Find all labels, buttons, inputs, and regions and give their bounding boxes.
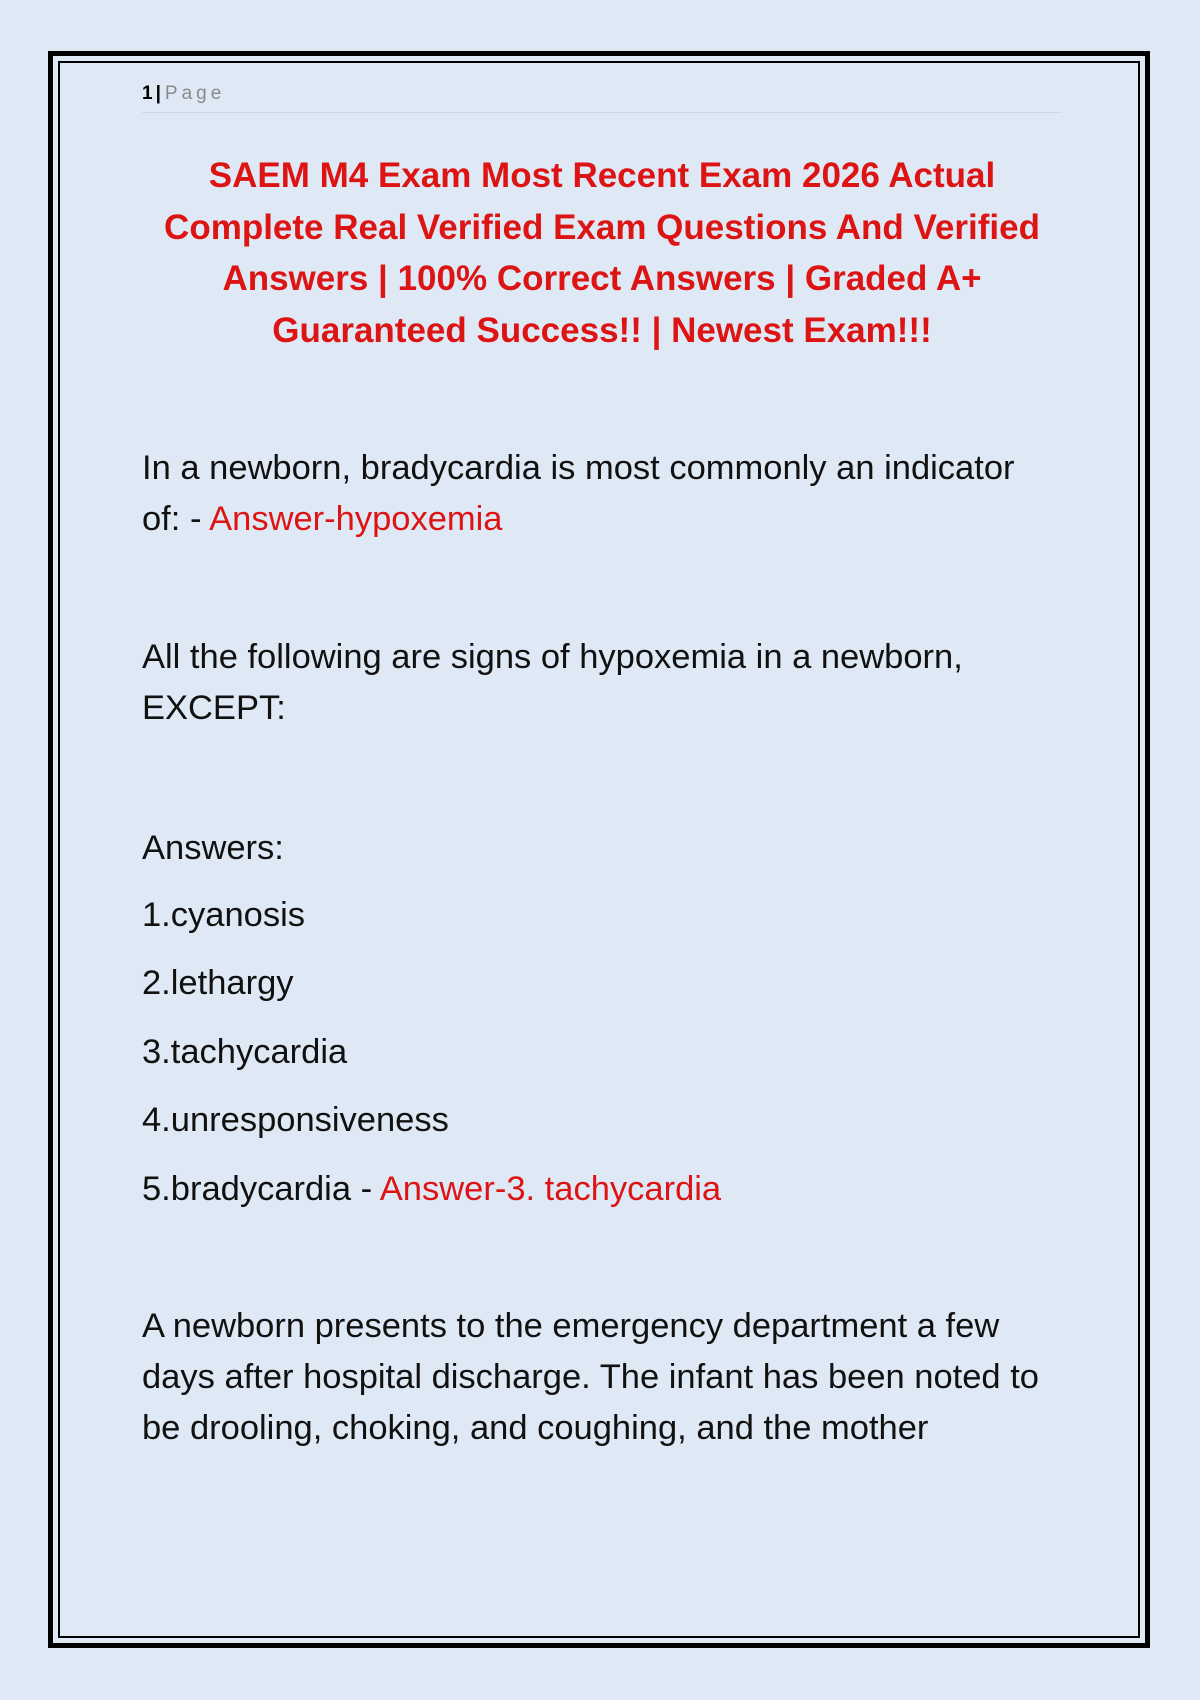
page-label: Page xyxy=(164,83,226,104)
page-separator: | xyxy=(155,83,161,104)
question-1 xyxy=(142,443,1072,545)
option-item: 3.tachycardia xyxy=(142,1033,348,1071)
question-text: be drooling, choking, and coughing, and the mother xyxy=(142,1409,929,1447)
title-line: Complete Real Verified Exam Questions And Verified xyxy=(164,207,1040,247)
answers-label: Answers: xyxy=(142,829,284,867)
option-item: 4.unresponsiveness xyxy=(142,1101,449,1139)
option-item-with-answer xyxy=(142,1164,721,1215)
page-header xyxy=(142,80,1062,113)
document-title xyxy=(142,150,1062,356)
page-number: 1 xyxy=(142,83,153,104)
question-2 xyxy=(142,632,1072,734)
question-text: of: - xyxy=(142,500,210,538)
option-text: 5.bradycardia - xyxy=(142,1170,380,1208)
title-line: Guaranteed Success!! | Newest Exam!!! xyxy=(272,310,932,350)
option-item: 1.cyanosis xyxy=(142,896,305,934)
question-text: days after hospital discharge. The infant has been noted to xyxy=(142,1358,1039,1396)
title-line: Answers | 100% Correct Answers | Graded A+ xyxy=(222,259,982,298)
question-text: EXCEPT: xyxy=(142,689,286,727)
question-text: In a newborn, bradycardia is most commonly an indicator xyxy=(142,449,1015,487)
answer-text: Answer-3. tachycardia xyxy=(379,1170,722,1208)
question-text: A newborn presents to the emergency department a few xyxy=(142,1307,1000,1345)
title-line: SAEM M4 Exam Most Recent Exam 2026 Actual xyxy=(208,156,996,195)
option-item: 2.lethargy xyxy=(142,964,294,1002)
question-text: All the following are signs of hypoxemia in a newborn, xyxy=(142,638,963,676)
question-3 xyxy=(142,1301,1072,1454)
answer-text: Answer-hypoxemia xyxy=(209,500,503,538)
